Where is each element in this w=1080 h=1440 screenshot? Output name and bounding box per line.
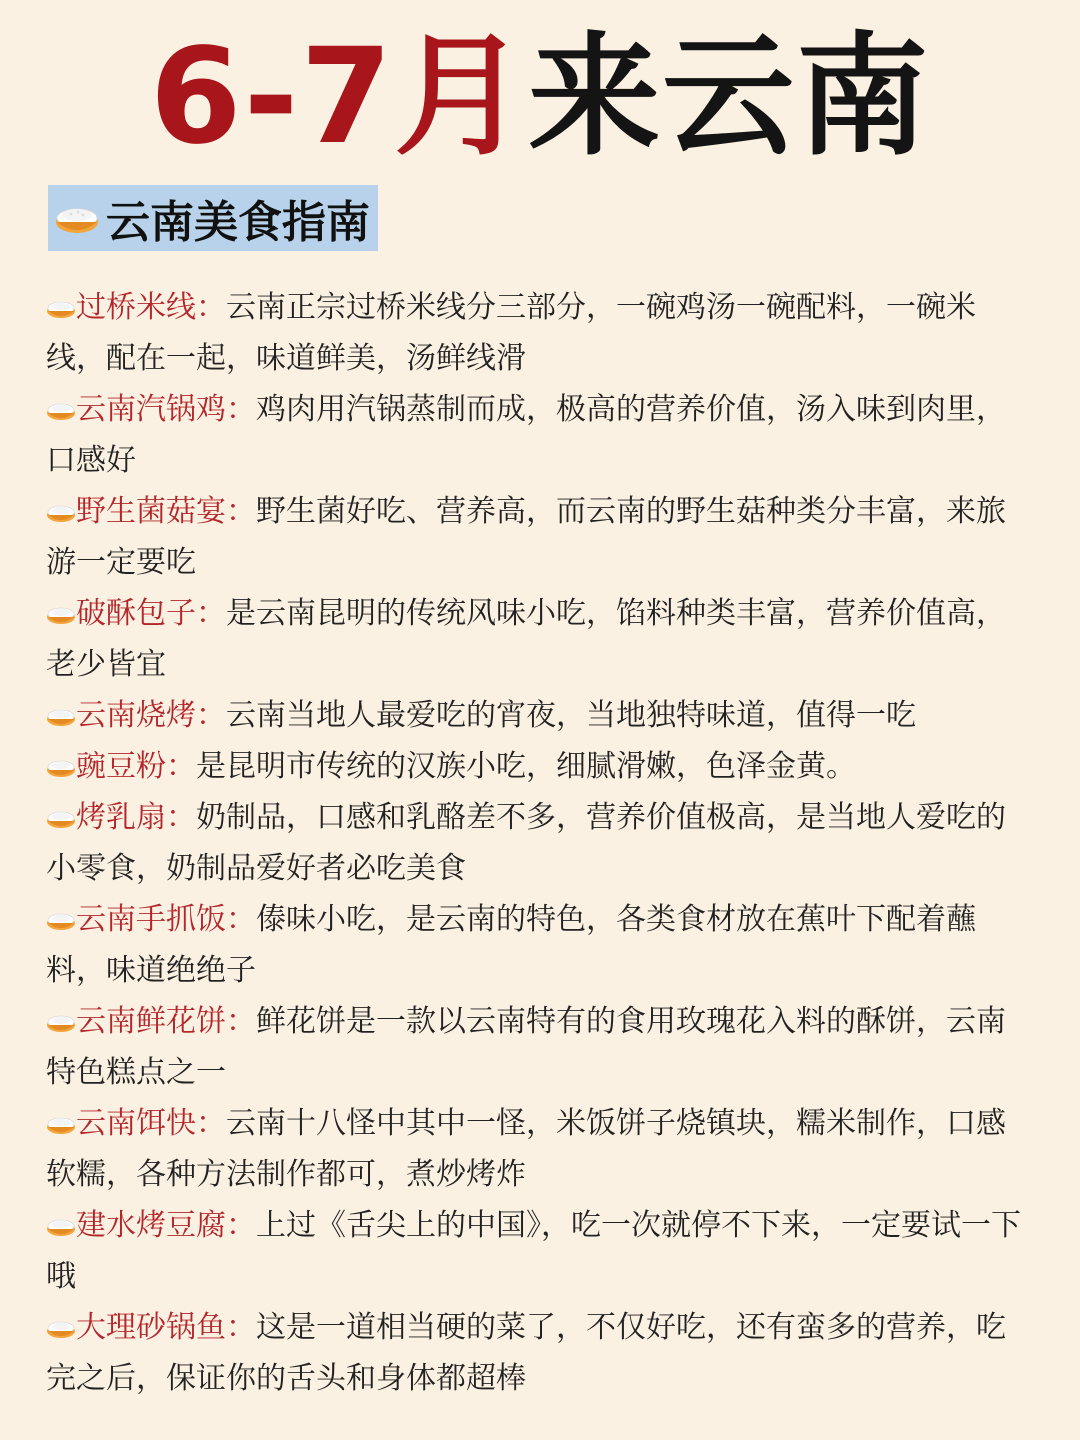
list-item (46, 792, 1034, 894)
item-name: 云南鲜花饼： (76, 1004, 256, 1039)
rice-bowl-icon (54, 198, 100, 238)
item-description: 奶制品，口感和乳酪差不多，营养价值极高，是当地人爱吃的小零食，奶制品爱好者必吃美食 (46, 800, 1006, 886)
rice-bowl-icon (46, 500, 76, 524)
item-name: 云南手抓饭： (76, 902, 256, 937)
section-header (48, 185, 378, 251)
list-item (46, 588, 1034, 690)
title-accent: 6-7月 (149, 20, 529, 174)
item-description: 是昆明市传统的汉族小吃，细腻滑嫩，色泽金黄。 (196, 749, 856, 784)
list-item (46, 741, 1034, 792)
list-item (46, 894, 1034, 996)
item-name: 云南汽锅鸡： (76, 392, 256, 427)
rice-bowl-icon (46, 704, 76, 728)
section-header-label: 云南美食指南 (106, 197, 370, 248)
item-name: 建水烤豆腐： (76, 1208, 256, 1243)
item-description: 上过《舌尖上的中国》，吃一次就停不下来，一定要试一下哦 (46, 1208, 1021, 1294)
rice-bowl-icon (46, 1112, 76, 1136)
item-name: 云南烧烤： (76, 698, 226, 733)
food-list (46, 282, 1034, 1404)
rice-bowl-icon (46, 1214, 76, 1238)
item-description: 云南十八怪中其中一怪，米饭饼子烧镇块，糯米制作，口感软糯，各种方法制作都可，煮炒烤炸 (46, 1106, 1006, 1192)
list-item (46, 486, 1034, 588)
rice-bowl-icon (46, 908, 76, 932)
item-name: 豌豆粉： (76, 749, 196, 784)
rice-bowl-icon (46, 398, 76, 422)
item-description: 是云南昆明的传统风味小吃，馅料种类丰富，营养价值高，老少皆宜 (46, 596, 1006, 682)
rice-bowl-icon (46, 755, 76, 779)
title-main: 来云南 (528, 20, 931, 174)
item-name: 野生菌菇宴： (76, 494, 256, 529)
list-item (46, 690, 1034, 741)
page-title (0, 22, 1080, 172)
item-description: 鲜花饼是一款以云南特有的食用玫瑰花入料的酥饼，云南特色糕点之一 (46, 1004, 1006, 1090)
item-name: 烤乳扇： (76, 800, 196, 835)
item-name: 过桥米线： (76, 290, 226, 325)
item-description: 野生菌好吃、营养高，而云南的野生菇种类分丰富，来旅游一定要吃 (46, 494, 1006, 580)
item-name: 云南饵快： (76, 1106, 226, 1141)
item-description: 云南正宗过桥米线分三部分，一碗鸡汤一碗配料，一碗米线，配在一起，味道鲜美，汤鲜线滑 (46, 290, 976, 376)
list-item (46, 996, 1034, 1098)
rice-bowl-icon (46, 806, 76, 830)
list-item (46, 1200, 1034, 1302)
item-description: 云南当地人最爱吃的宵夜，当地独特味道，值得一吃 (226, 698, 916, 733)
rice-bowl-icon (46, 1010, 76, 1034)
item-name: 大理砂锅鱼： (76, 1310, 256, 1345)
rice-bowl-icon (46, 1316, 76, 1340)
item-description: 傣味小吃，是云南的特色，各类食材放在蕉叶下配着蘸料，味道绝绝子 (46, 902, 976, 988)
list-item (46, 384, 1034, 486)
rice-bowl-icon (46, 296, 76, 320)
list-item (46, 1302, 1034, 1404)
list-item (46, 1098, 1034, 1200)
item-description: 鸡肉用汽锅蒸制而成，极高的营养价值，汤入味到肉里，口感好 (46, 392, 1006, 478)
item-name: 破酥包子： (76, 596, 226, 631)
item-description: 这是一道相当硬的菜了，不仅好吃，还有蛮多的营养，吃完之后，保证你的舌头和身体都超棒 (46, 1310, 1006, 1396)
list-item (46, 282, 1034, 384)
rice-bowl-icon (46, 602, 76, 626)
